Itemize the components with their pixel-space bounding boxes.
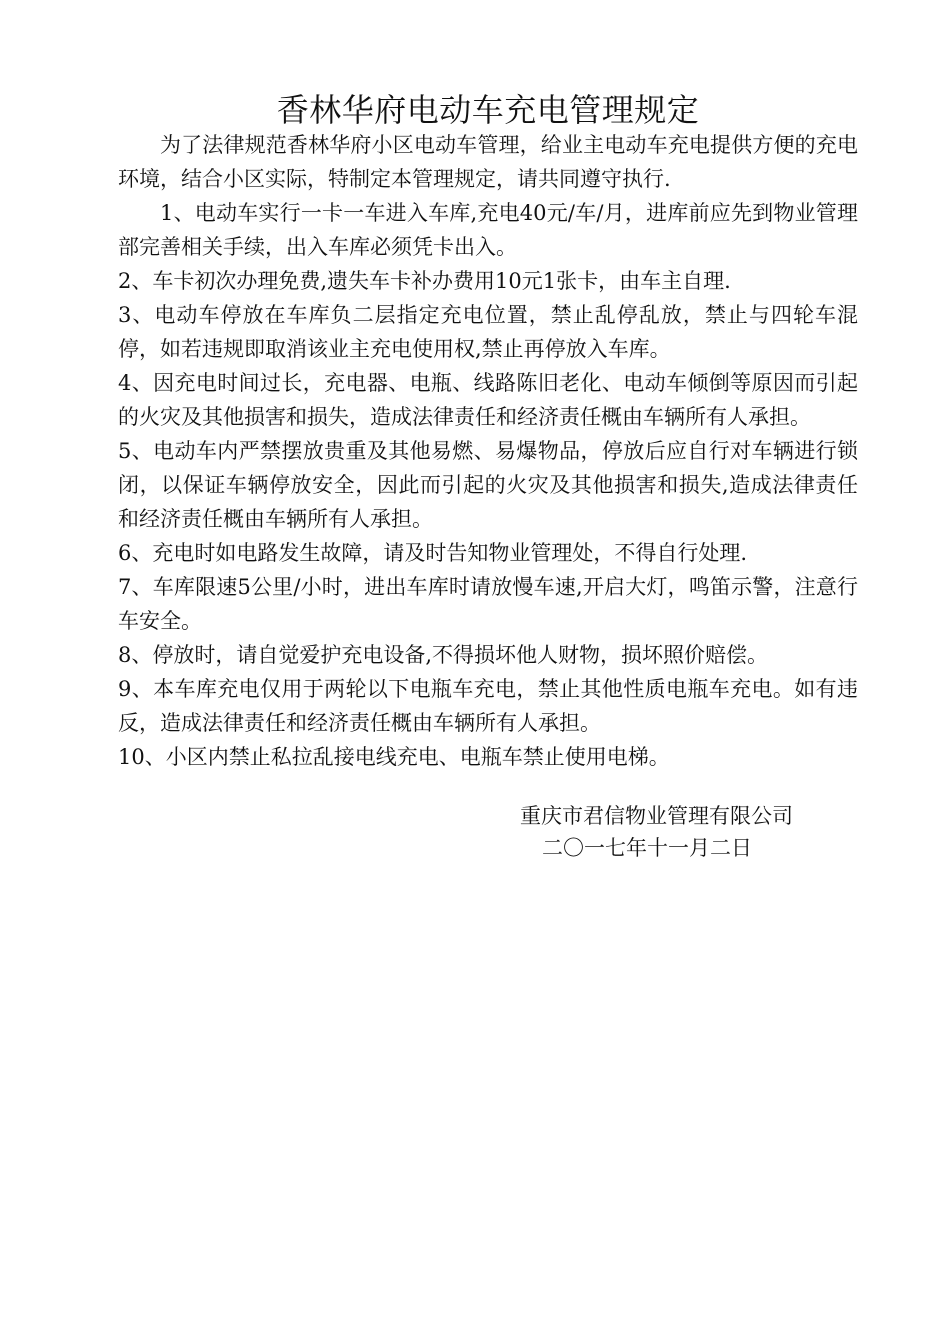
signature-company: 重庆市君信物业管理有限公司 [520,804,793,828]
rule-item-8: 8、停放时，请自觉爱护充电设备,不得损坏他人财物，损坏照价赔偿。 [118,643,769,667]
rule-item-9: 9、本车库充电仅用于两轮以下电瓶车充电，禁止其他性质电瓶车充电。如有违反，造成法律责任和经济责任概由车辆所有人承担。 [118,677,858,735]
signature-date: 二〇一七年十一月二日 [542,836,752,860]
signature-block [520,800,840,864]
rule-item-4: 4、因充电时间过长，充电器、电瓶、线路陈旧老化、电动车倾倒等原因而引起的火灾及其他损害和损失，造成法律责任和经济责任概由车辆所有人承担。 [118,371,858,429]
intro-paragraph: 为了法律规范香林华府小区电动车管理，给业主电动车充电提供方便的充电环境，结合小区实际，特制定本管理规定，请共同遵守执行. [118,133,858,191]
rule-item-2: 2、车卡初次办理免费,遗失车卡补办费用10元1张卡，由车主自理. [118,269,731,293]
rule-item-6: 6、充电时如电路发生故障，请及时告知物业管理处，不得自行处理. [118,541,748,565]
rule-item-5: 5、电动车内严禁摆放贵重及其他易燃、易爆物品，停放后应自行对车辆进行锁闭，以保证车辆停放安全，因此而引起的火灾及其他损害和损失,造成法律责任和经济责任概由车辆所有人承担。 [118,439,858,531]
rule-item-1: 1、电动车实行一卡一车进入车库,充电40元/车/月，进库前应先到物业管理部完善相关手续，出入车库必须凭卡出入。 [118,201,858,259]
document-title: 香林华府电动车充电管理规定 [276,91,700,129]
rule-item-3: 3、电动车停放在车库负二层指定充电位置，禁止乱停乱放，禁止与四轮车混停，如若违规即取消该业主充电使用权,禁止再停放入车库。 [118,303,858,361]
rule-item-10: 10、小区内禁止私拉乱接电线充电、电瓶车禁止使用电梯。 [118,745,670,769]
document-body [118,128,858,774]
rule-item-7: 7、车库限速5公里/小时，进出车库时请放慢车速,开启大灯，鸣笛示警，注意行车安全。 [118,575,858,633]
